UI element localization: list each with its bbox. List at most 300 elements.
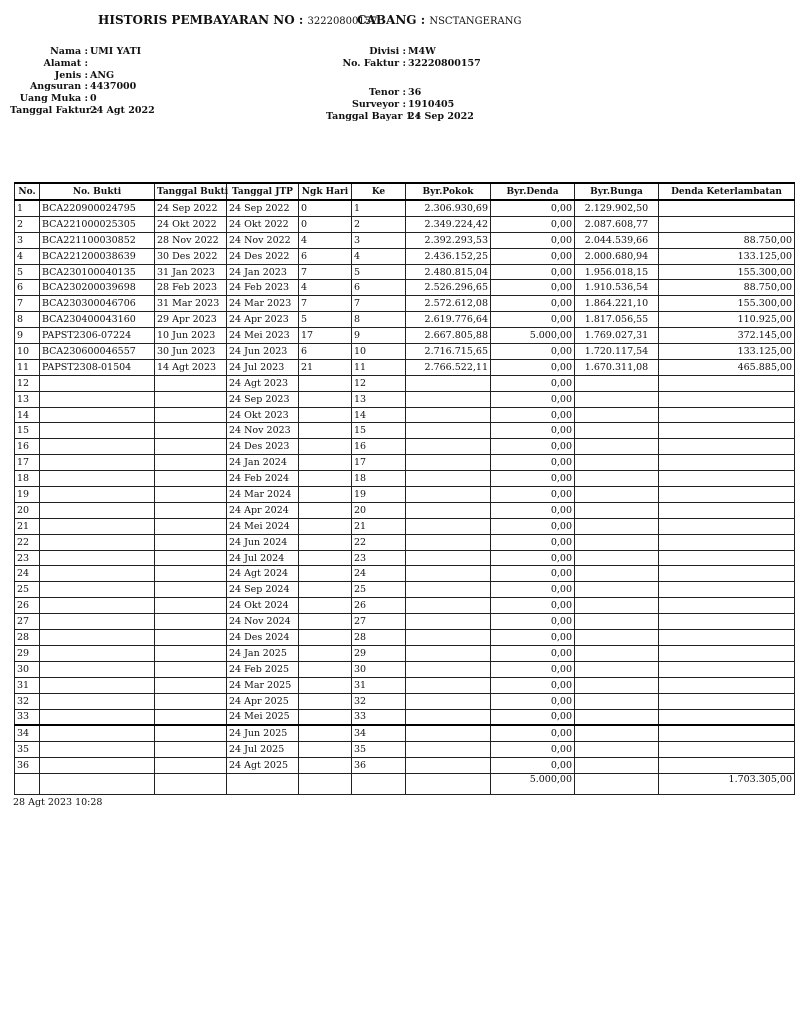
col-tanggal-jtp-cell: 24 Apr 2023 xyxy=(227,312,299,328)
col-ngk-hari-cell xyxy=(299,391,352,407)
invoice-field-row xyxy=(330,46,481,58)
customer-field-row xyxy=(10,58,155,70)
col-byr-denda-cell: 0,00 xyxy=(491,645,575,661)
col-no-bukti-cell: BCA230600046557 xyxy=(40,344,155,360)
col-byr-bunga-cell xyxy=(575,391,659,407)
table-row xyxy=(15,471,795,487)
col-byr-denda-total: 5.000,00 xyxy=(491,774,575,795)
col-ngk-hari-total xyxy=(299,774,352,795)
col-byr-bunga-cell xyxy=(575,645,659,661)
customer-field-row xyxy=(10,81,155,93)
customer-field-value: 4437000 xyxy=(90,81,137,93)
col-byr-denda-cell: 0,00 xyxy=(491,296,575,312)
col-ke-cell: 33 xyxy=(352,709,406,725)
col-no-cell: 20 xyxy=(15,502,40,518)
col-byr-pokok-cell: 2.716.715,65 xyxy=(406,344,491,360)
col-byr-bunga-cell: 1.956.018,15 xyxy=(575,264,659,280)
col-ke-cell: 8 xyxy=(352,312,406,328)
col-ngk-hari-cell xyxy=(299,677,352,693)
col-no-bukti-cell xyxy=(40,502,155,518)
col-denda-keterlambatan-cell xyxy=(659,200,795,216)
col-no-bukti-cell xyxy=(40,534,155,550)
col-byr-bunga-cell: 1.769.027,31 xyxy=(575,328,659,344)
col-denda-keterlambatan-cell: 465.885,00 xyxy=(659,359,795,375)
col-tanggal-bukti-cell xyxy=(155,439,227,455)
col-ke-cell: 7 xyxy=(352,296,406,312)
col-tanggal-bukti-cell xyxy=(155,630,227,646)
col-tanggal-jtp-total xyxy=(227,774,299,795)
branch-title xyxy=(357,13,521,27)
col-byr-bunga-cell xyxy=(575,709,659,725)
col-denda-keterlambatan-cell xyxy=(659,677,795,693)
col-denda-keterlambatan-cell xyxy=(659,614,795,630)
col-tanggal-jtp-cell: 24 Nov 2024 xyxy=(227,614,299,630)
table-row xyxy=(15,630,795,646)
col-no-cell: 35 xyxy=(15,742,40,758)
col-no-cell: 14 xyxy=(15,407,40,423)
col-tanggal-jtp-cell: 24 Mei 2023 xyxy=(227,328,299,344)
col-byr-bunga-cell xyxy=(575,677,659,693)
col-byr-bunga-cell xyxy=(575,502,659,518)
col-byr-denda-cell: 0,00 xyxy=(491,502,575,518)
table-row xyxy=(15,439,795,455)
col-denda-keterlambatan-cell xyxy=(659,598,795,614)
col-tanggal-bukti-cell xyxy=(155,502,227,518)
col-ngk-hari-header: Ngk Hari xyxy=(299,183,352,200)
col-no-bukti-cell: BCA230400043160 xyxy=(40,312,155,328)
customer-field-value: ANG xyxy=(90,69,115,81)
col-tanggal-bukti-cell: 31 Jan 2023 xyxy=(155,264,227,280)
col-byr-denda-cell: 0,00 xyxy=(491,598,575,614)
col-no-cell: 1 xyxy=(15,200,40,216)
col-tanggal-jtp-cell: 24 Nov 2022 xyxy=(227,232,299,248)
col-no-bukti-cell: BCA230200039698 xyxy=(40,280,155,296)
col-tanggal-jtp-cell: 24 Okt 2022 xyxy=(227,216,299,232)
col-ngk-hari-cell xyxy=(299,598,352,614)
col-tanggal-bukti-cell: 24 Okt 2022 xyxy=(155,216,227,232)
col-byr-pokok-header: Byr.Pokok xyxy=(406,183,491,200)
col-denda-keterlambatan-cell: 110.925,00 xyxy=(659,312,795,328)
col-byr-pokok-cell xyxy=(406,758,491,774)
col-ke-cell: 5 xyxy=(352,264,406,280)
col-byr-denda-header: Byr.Denda xyxy=(491,183,575,200)
col-ngk-hari-cell: 5 xyxy=(299,312,352,328)
col-denda-keterlambatan-cell: 155.300,00 xyxy=(659,296,795,312)
col-tanggal-bukti-cell xyxy=(155,534,227,550)
branch-value: NSCTANGERANG xyxy=(429,16,522,27)
col-byr-pokok-cell xyxy=(406,566,491,582)
col-denda-keterlambatan-cell xyxy=(659,566,795,582)
col-no-bukti-cell xyxy=(40,725,155,741)
customer-field-value: 0 xyxy=(90,93,97,105)
col-no-bukti-cell xyxy=(40,582,155,598)
col-byr-denda-cell: 0,00 xyxy=(491,375,575,391)
col-tanggal-jtp-cell: 24 Jul 2023 xyxy=(227,359,299,375)
col-byr-bunga-cell xyxy=(575,630,659,646)
col-no-cell: 7 xyxy=(15,296,40,312)
col-tanggal-jtp-cell: 24 Jul 2024 xyxy=(227,550,299,566)
col-ke-cell: 13 xyxy=(352,391,406,407)
col-no-cell: 5 xyxy=(15,264,40,280)
col-byr-bunga-cell: 2.129.902,50 xyxy=(575,200,659,216)
col-denda-keterlambatan-cell: 155.300,00 xyxy=(659,264,795,280)
col-byr-bunga-cell xyxy=(575,598,659,614)
col-byr-bunga-cell xyxy=(575,693,659,709)
col-byr-pokok-cell xyxy=(406,487,491,503)
col-ke-cell: 30 xyxy=(352,661,406,677)
table-row xyxy=(15,280,795,296)
col-no-cell: 34 xyxy=(15,725,40,741)
col-byr-pokok-cell xyxy=(406,645,491,661)
col-tanggal-jtp-cell: 24 Okt 2024 xyxy=(227,598,299,614)
col-byr-pokok-cell xyxy=(406,693,491,709)
col-tanggal-bukti-header: Tanggal Bukti xyxy=(155,183,227,200)
payment-history-table xyxy=(14,182,795,795)
col-no-cell: 2 xyxy=(15,216,40,232)
col-byr-denda-cell: 0,00 xyxy=(491,216,575,232)
col-tanggal-jtp-cell: 24 Jul 2025 xyxy=(227,742,299,758)
col-ngk-hari-cell: 6 xyxy=(299,344,352,360)
col-no-bukti-cell xyxy=(40,471,155,487)
col-byr-bunga-cell xyxy=(575,407,659,423)
col-ke-cell: 21 xyxy=(352,518,406,534)
customer-field-row xyxy=(10,93,155,105)
col-ngk-hari-cell xyxy=(299,534,352,550)
col-ngk-hari-cell xyxy=(299,471,352,487)
col-byr-pokok-cell: 2.526.296,65 xyxy=(406,280,491,296)
table-row xyxy=(15,582,795,598)
col-byr-bunga-cell xyxy=(575,614,659,630)
col-ngk-hari-cell xyxy=(299,487,352,503)
invoice-field-label: No. Faktur : xyxy=(342,57,406,69)
col-ngk-hari-cell xyxy=(299,661,352,677)
col-denda-keterlambatan-cell xyxy=(659,758,795,774)
col-no-cell: 10 xyxy=(15,344,40,360)
col-tanggal-bukti-cell: 29 Apr 2023 xyxy=(155,312,227,328)
col-ke-cell: 22 xyxy=(352,534,406,550)
col-byr-denda-cell: 0,00 xyxy=(491,693,575,709)
customer-info xyxy=(10,46,155,117)
col-no-bukti-cell xyxy=(40,677,155,693)
col-byr-denda-cell: 0,00 xyxy=(491,359,575,375)
col-byr-denda-cell: 0,00 xyxy=(491,518,575,534)
customer-field-row xyxy=(10,46,155,58)
col-byr-pokok-cell xyxy=(406,439,491,455)
col-tanggal-jtp-cell: 24 Des 2023 xyxy=(227,439,299,455)
table-row xyxy=(15,677,795,693)
col-byr-denda-cell: 0,00 xyxy=(491,280,575,296)
col-ke-header: Ke xyxy=(352,183,406,200)
col-ngk-hari-cell: 4 xyxy=(299,232,352,248)
customer-field-label: Jenis : xyxy=(54,69,88,81)
table-row xyxy=(15,248,795,264)
col-ngk-hari-cell xyxy=(299,455,352,471)
col-no-cell: 17 xyxy=(15,455,40,471)
col-tanggal-bukti-cell xyxy=(155,693,227,709)
col-byr-denda-cell: 0,00 xyxy=(491,630,575,646)
col-no-bukti-cell xyxy=(40,709,155,725)
col-byr-denda-cell: 0,00 xyxy=(491,264,575,280)
col-byr-pokok-cell xyxy=(406,518,491,534)
col-ke-cell: 18 xyxy=(352,471,406,487)
col-byr-pokok-cell xyxy=(406,502,491,518)
col-no-bukti-cell xyxy=(40,742,155,758)
col-byr-pokok-cell xyxy=(406,534,491,550)
col-tanggal-bukti-cell: 10 Jun 2023 xyxy=(155,328,227,344)
col-tanggal-jtp-cell: 24 Feb 2025 xyxy=(227,661,299,677)
customer-field-value: UMI YATI xyxy=(90,46,142,57)
col-ngk-hari-cell xyxy=(299,518,352,534)
col-tanggal-bukti-cell xyxy=(155,758,227,774)
col-byr-denda-cell: 0,00 xyxy=(491,566,575,582)
col-no-header: No. xyxy=(15,183,40,200)
invoice-info xyxy=(330,46,481,70)
col-tanggal-bukti-cell xyxy=(155,709,227,725)
col-byr-bunga-cell xyxy=(575,550,659,566)
table-row xyxy=(15,455,795,471)
table-row xyxy=(15,391,795,407)
col-denda-keterlambatan-cell xyxy=(659,391,795,407)
col-no-bukti-cell: BCA230100040135 xyxy=(40,264,155,280)
col-no-bukti-cell: PAPST2306-07224 xyxy=(40,328,155,344)
col-denda-keterlambatan-cell: 88.750,00 xyxy=(659,232,795,248)
col-no-bukti-cell xyxy=(40,693,155,709)
col-ngk-hari-cell xyxy=(299,693,352,709)
col-tanggal-bukti-cell: 24 Sep 2022 xyxy=(155,200,227,216)
col-ngk-hari-cell xyxy=(299,709,352,725)
col-ke-cell: 3 xyxy=(352,232,406,248)
customer-field-row xyxy=(10,105,155,117)
col-byr-denda-cell: 0,00 xyxy=(491,391,575,407)
col-byr-bunga-cell: 1.864.221,10 xyxy=(575,296,659,312)
col-tanggal-jtp-cell: 24 Mar 2023 xyxy=(227,296,299,312)
payment-history-table-wrap xyxy=(14,182,792,795)
col-tanggal-jtp-cell: 24 Feb 2023 xyxy=(227,280,299,296)
col-byr-bunga-cell xyxy=(575,758,659,774)
col-ke-cell: 23 xyxy=(352,550,406,566)
col-tanggal-jtp-cell: 24 Jan 2025 xyxy=(227,645,299,661)
col-ke-cell: 29 xyxy=(352,645,406,661)
col-no-bukti-cell xyxy=(40,391,155,407)
col-ngk-hari-cell: 21 xyxy=(299,359,352,375)
col-byr-pokok-cell: 2.572.612,08 xyxy=(406,296,491,312)
col-byr-bunga-cell xyxy=(575,455,659,471)
col-tanggal-bukti-cell xyxy=(155,566,227,582)
col-byr-denda-cell: 0,00 xyxy=(491,487,575,503)
col-no-cell: 31 xyxy=(15,677,40,693)
col-byr-pokok-cell xyxy=(406,455,491,471)
table-row xyxy=(15,216,795,232)
col-no-cell: 9 xyxy=(15,328,40,344)
col-tanggal-bukti-cell xyxy=(155,550,227,566)
col-byr-pokok-cell xyxy=(406,725,491,741)
col-tanggal-bukti-cell xyxy=(155,677,227,693)
col-tanggal-bukti-cell xyxy=(155,455,227,471)
col-byr-denda-cell: 0,00 xyxy=(491,232,575,248)
col-tanggal-bukti-cell: 28 Feb 2023 xyxy=(155,280,227,296)
branch-label: CABANG : xyxy=(357,13,426,27)
col-no-bukti-cell xyxy=(40,423,155,439)
col-tanggal-bukti-cell xyxy=(155,614,227,630)
table-row xyxy=(15,598,795,614)
col-tanggal-jtp-cell: 24 Agt 2023 xyxy=(227,375,299,391)
col-denda-keterlambatan-cell xyxy=(659,407,795,423)
col-byr-bunga-total xyxy=(575,774,659,795)
col-no-total xyxy=(15,774,40,795)
col-tanggal-jtp-cell: 24 Nov 2023 xyxy=(227,423,299,439)
col-denda-keterlambatan-cell xyxy=(659,550,795,566)
tenor-field-row xyxy=(326,99,474,111)
col-ngk-hari-cell xyxy=(299,725,352,741)
col-byr-bunga-cell xyxy=(575,534,659,550)
col-no-bukti-cell: PAPST2308-01504 xyxy=(40,359,155,375)
col-byr-pokok-cell xyxy=(406,582,491,598)
invoice-field-label: Divisi : xyxy=(369,46,406,57)
col-no-cell: 25 xyxy=(15,582,40,598)
customer-field-label: Angsuran : xyxy=(29,81,88,93)
col-no-cell: 12 xyxy=(15,375,40,391)
table-header-row xyxy=(15,183,795,200)
col-no-cell: 13 xyxy=(15,391,40,407)
col-tanggal-bukti-cell xyxy=(155,471,227,487)
col-denda-keterlambatan-cell xyxy=(659,471,795,487)
col-ke-cell: 9 xyxy=(352,328,406,344)
table-row xyxy=(15,407,795,423)
tenor-field-value: 1910405 xyxy=(408,98,455,110)
col-ngk-hari-cell xyxy=(299,550,352,566)
col-ke-cell: 1 xyxy=(352,200,406,216)
col-no-bukti-cell: BCA221200038639 xyxy=(40,248,155,264)
col-no-cell: 23 xyxy=(15,550,40,566)
col-no-bukti-cell xyxy=(40,661,155,677)
col-tanggal-jtp-cell: 24 Mar 2024 xyxy=(227,487,299,503)
col-tanggal-bukti-cell: 30 Des 2022 xyxy=(155,248,227,264)
tenor-field-value: 24 Sep 2022 xyxy=(408,110,474,122)
col-ke-cell: 31 xyxy=(352,677,406,693)
col-byr-pokok-cell: 2.766.522,11 xyxy=(406,359,491,375)
col-tanggal-jtp-cell: 24 Sep 2022 xyxy=(227,200,299,216)
col-ngk-hari-cell xyxy=(299,502,352,518)
col-byr-denda-cell: 0,00 xyxy=(491,725,575,741)
col-byr-bunga-header: Byr.Bunga xyxy=(575,183,659,200)
col-ngk-hari-cell xyxy=(299,439,352,455)
col-no-bukti-cell xyxy=(40,518,155,534)
col-byr-denda-cell: 0,00 xyxy=(491,344,575,360)
table-row xyxy=(15,328,795,344)
col-no-cell: 28 xyxy=(15,630,40,646)
col-byr-pokok-cell: 2.619.776,64 xyxy=(406,312,491,328)
col-byr-bunga-cell xyxy=(575,375,659,391)
col-denda-keterlambatan-cell xyxy=(659,518,795,534)
col-ngk-hari-cell: 17 xyxy=(299,328,352,344)
col-ke-cell: 24 xyxy=(352,566,406,582)
col-ngk-hari-cell: 7 xyxy=(299,264,352,280)
col-byr-pokok-cell: 2.480.815,04 xyxy=(406,264,491,280)
col-byr-denda-cell: 0,00 xyxy=(491,423,575,439)
col-denda-keterlambatan-cell xyxy=(659,709,795,725)
col-tanggal-bukti-cell xyxy=(155,375,227,391)
col-byr-pokok-cell xyxy=(406,709,491,725)
col-denda-keterlambatan-cell xyxy=(659,630,795,646)
report-number: 32220800157 xyxy=(307,16,378,27)
col-tanggal-jtp-cell: 24 Apr 2025 xyxy=(227,693,299,709)
col-no-bukti-cell: BCA221100030852 xyxy=(40,232,155,248)
col-ke-cell: 26 xyxy=(352,598,406,614)
tenor-field-row xyxy=(326,87,474,99)
col-denda-keterlambatan-cell xyxy=(659,645,795,661)
col-denda-keterlambatan-cell xyxy=(659,693,795,709)
col-no-bukti-cell xyxy=(40,614,155,630)
tenor-field-label: Tanggal Bayar 1 : xyxy=(326,110,420,122)
col-byr-bunga-cell xyxy=(575,439,659,455)
col-tanggal-bukti-cell: 28 Nov 2022 xyxy=(155,232,227,248)
col-tanggal-jtp-cell: 24 Okt 2023 xyxy=(227,407,299,423)
col-ngk-hari-cell xyxy=(299,566,352,582)
tenor-field-label: Tenor : xyxy=(368,87,406,98)
col-ngk-hari-cell: 7 xyxy=(299,296,352,312)
col-ke-cell: 27 xyxy=(352,614,406,630)
col-byr-denda-cell: 0,00 xyxy=(491,550,575,566)
col-denda-keterlambatan-cell xyxy=(659,661,795,677)
col-tanggal-jtp-cell: 24 Jan 2023 xyxy=(227,264,299,280)
col-byr-denda-cell: 0,00 xyxy=(491,455,575,471)
col-no-bukti-cell xyxy=(40,566,155,582)
col-byr-bunga-cell: 2.087.608,77 xyxy=(575,216,659,232)
col-byr-denda-cell: 0,00 xyxy=(491,312,575,328)
col-ke-total xyxy=(352,774,406,795)
customer-field-label: Tanggal Faktur : xyxy=(10,104,98,116)
col-byr-pokok-cell xyxy=(406,375,491,391)
col-no-cell: 36 xyxy=(15,758,40,774)
col-byr-bunga-cell xyxy=(575,471,659,487)
invoice-field-row xyxy=(330,58,481,70)
col-ke-cell: 11 xyxy=(352,359,406,375)
table-row xyxy=(15,232,795,248)
col-tanggal-bukti-cell: 31 Mar 2023 xyxy=(155,296,227,312)
col-no-bukti-cell xyxy=(40,439,155,455)
col-byr-pokok-cell xyxy=(406,661,491,677)
col-byr-bunga-cell xyxy=(575,661,659,677)
col-tanggal-bukti-cell xyxy=(155,645,227,661)
col-ngk-hari-cell xyxy=(299,630,352,646)
col-byr-bunga-cell: 1.720.117,54 xyxy=(575,344,659,360)
col-tanggal-jtp-cell: 24 Agt 2025 xyxy=(227,758,299,774)
col-no-cell: 33 xyxy=(15,709,40,725)
col-no-bukti-header: No. Bukti xyxy=(40,183,155,200)
col-byr-bunga-cell: 2.044.539,66 xyxy=(575,232,659,248)
col-no-bukti-cell xyxy=(40,758,155,774)
col-ke-cell: 10 xyxy=(352,344,406,360)
col-byr-pokok-cell: 2.349.224,42 xyxy=(406,216,491,232)
col-no-cell: 6 xyxy=(15,280,40,296)
table-row xyxy=(15,375,795,391)
col-byr-denda-cell: 0,00 xyxy=(491,471,575,487)
table-row xyxy=(15,550,795,566)
col-byr-denda-cell: 0,00 xyxy=(491,709,575,725)
col-byr-denda-cell: 0,00 xyxy=(491,248,575,264)
col-tanggal-jtp-cell: 24 Mei 2024 xyxy=(227,518,299,534)
col-byr-bunga-cell: 2.000.680,94 xyxy=(575,248,659,264)
col-byr-denda-cell: 0,00 xyxy=(491,758,575,774)
table-row xyxy=(15,487,795,503)
col-ke-cell: 32 xyxy=(352,693,406,709)
col-denda-keterlambatan-cell: 88.750,00 xyxy=(659,280,795,296)
col-ke-cell: 2 xyxy=(352,216,406,232)
col-ngk-hari-cell: 6 xyxy=(299,248,352,264)
col-tanggal-jtp-cell: 24 Sep 2024 xyxy=(227,582,299,598)
table-row xyxy=(15,709,795,725)
tenor-field-value: 36 xyxy=(408,87,422,98)
